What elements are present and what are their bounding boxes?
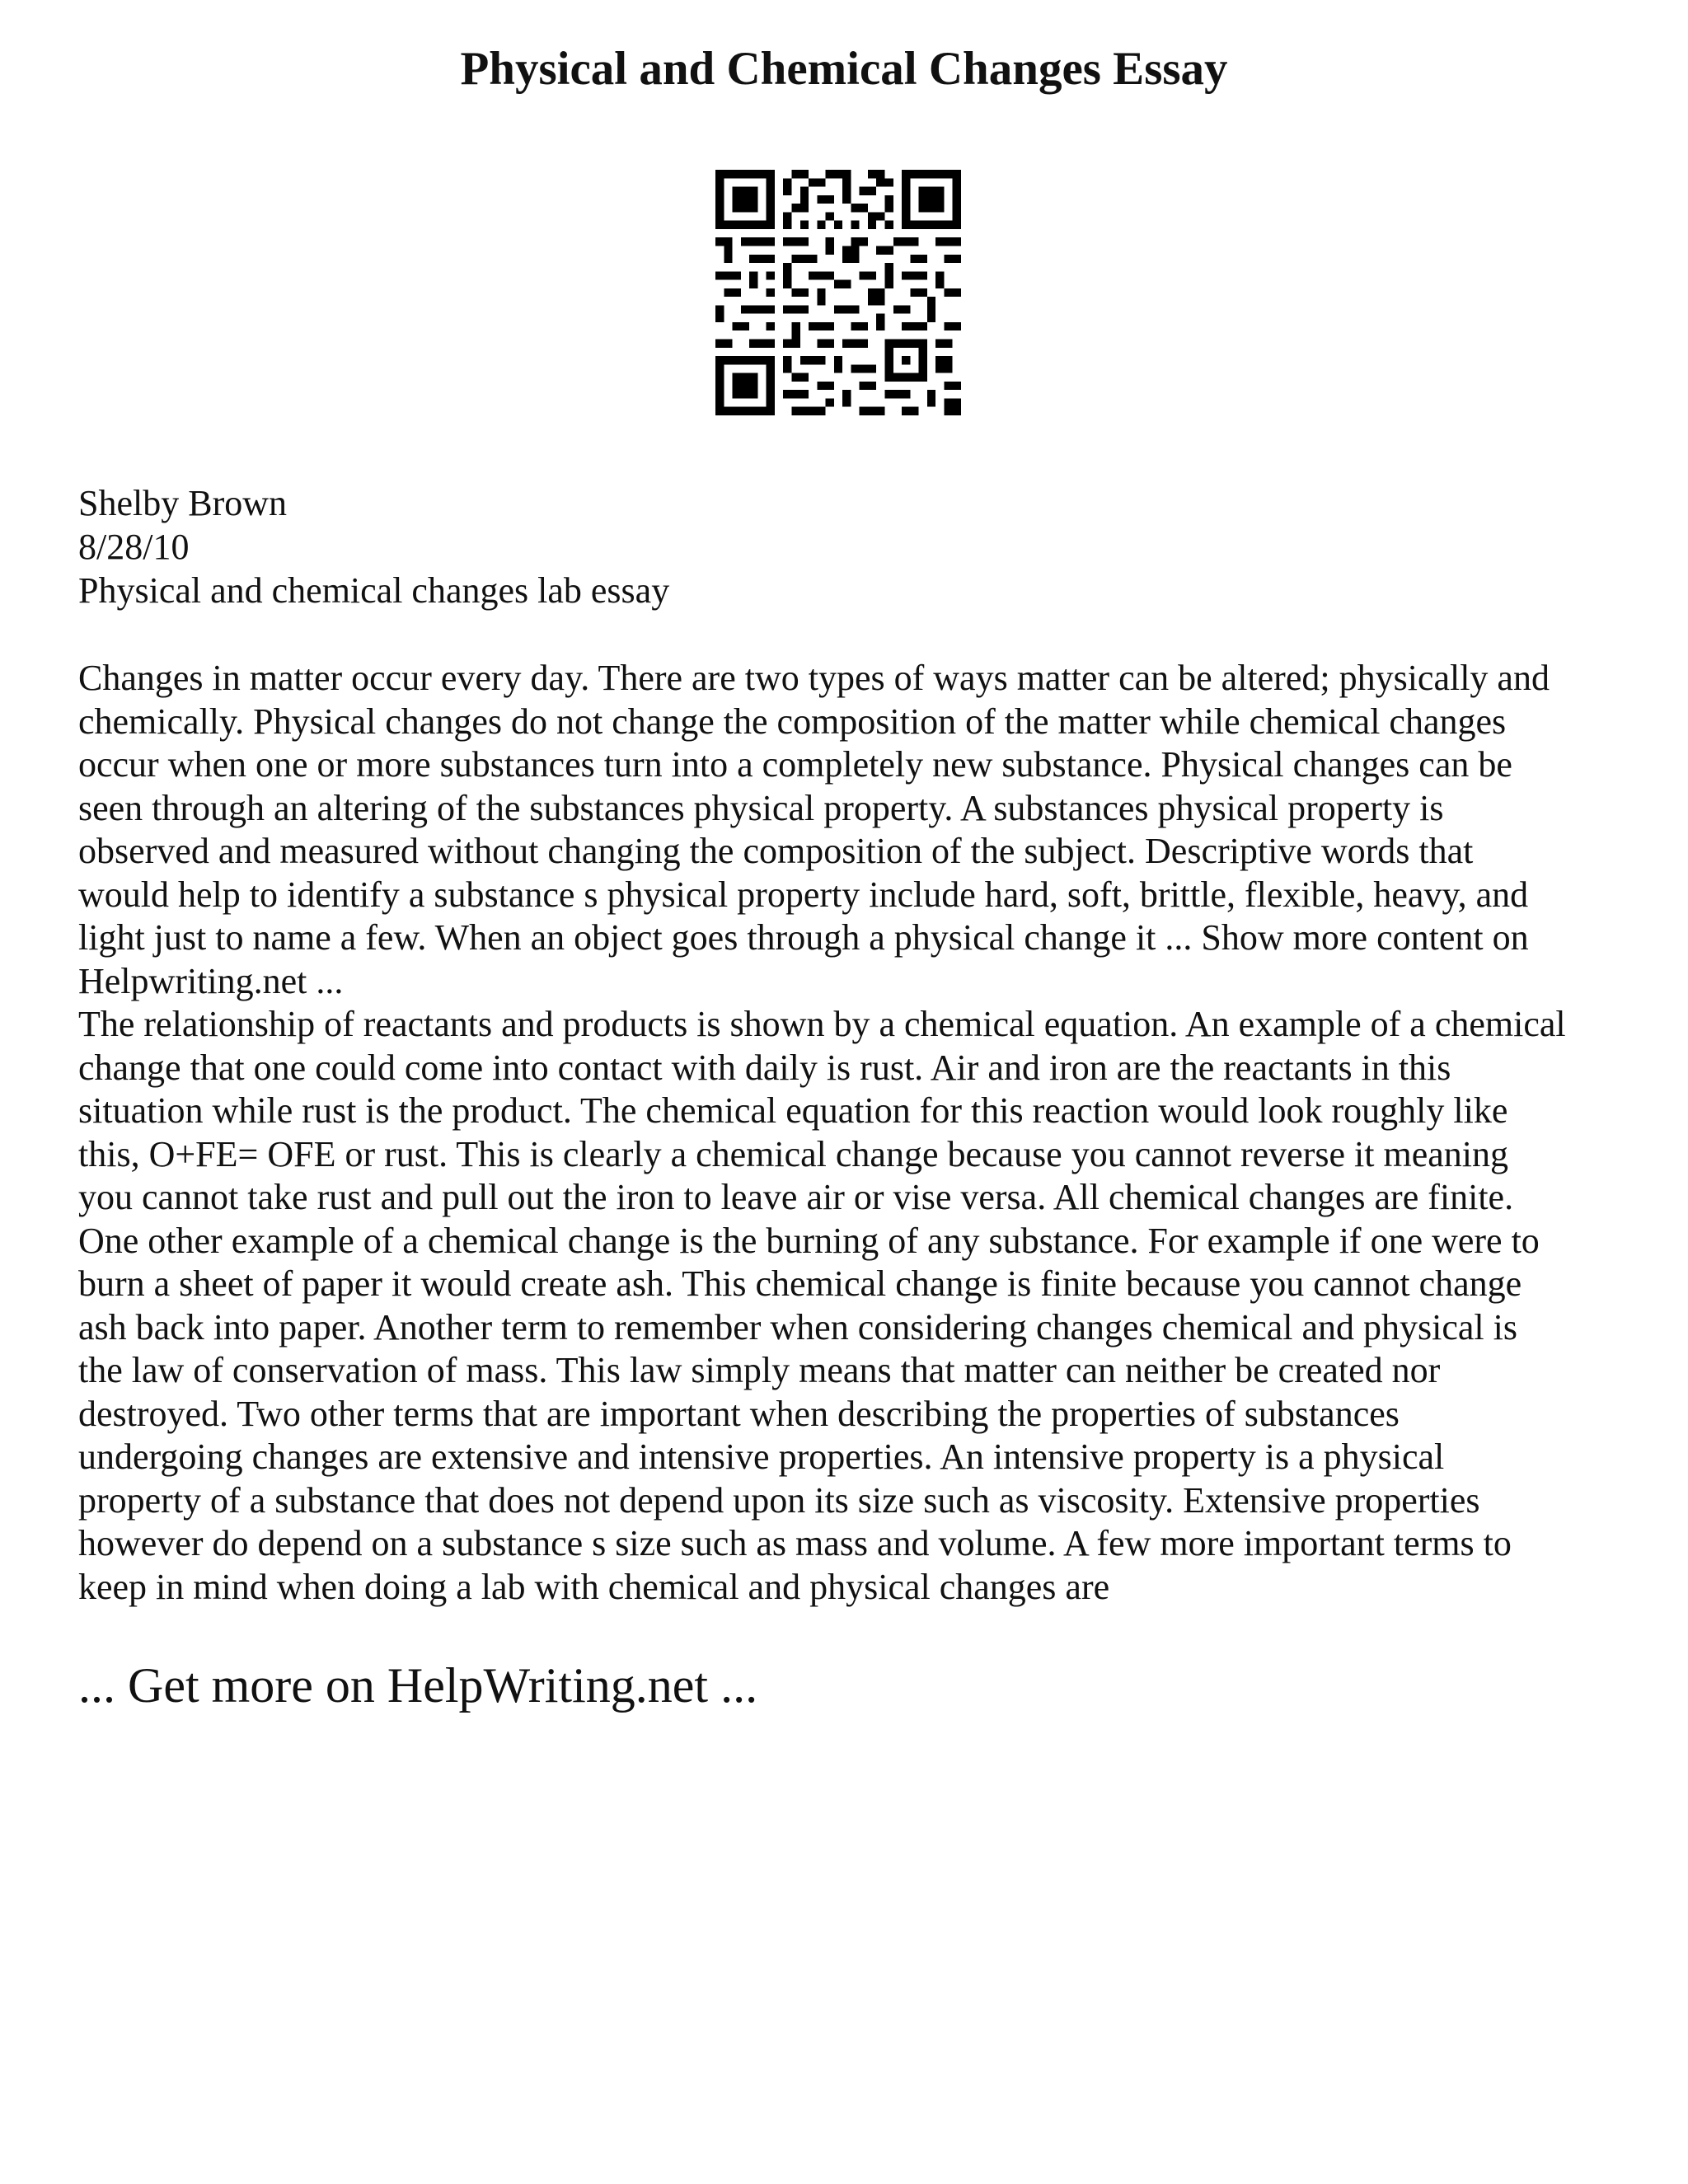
text-line: property of a substance that does not depend upon its size such as viscosity. Extensive properties [78, 1479, 1480, 1521]
text-line: keep in mind when doing a lab with chemical and physical changes are [78, 1566, 1110, 1607]
text-line: The relationship of reactants and products is shown by a chemical equation. An example of a chemical [78, 1004, 1566, 1044]
text-line: the law of conservation of mass. This law simply means that matter can neither be created nor [78, 1350, 1441, 1390]
paragraph-1 [78, 657, 1628, 1003]
essay-date: 8/28/10 [78, 527, 190, 567]
text-line: burn a sheet of paper it would create ash. This chemical change is finite because you cannot change [78, 1263, 1522, 1304]
get-more-link[interactable]: ... Get more on HelpWriting.net ... [78, 1658, 758, 1713]
text-line: destroyed. Two other terms that are important when describing the properties of substances [78, 1393, 1400, 1434]
text-line: occur when one or more substances turn into a completely new substance. Physical changes can be [78, 744, 1512, 785]
text-line: would help to identify a substance s physical property include hard, soft, brittle, flexible, heavy, and [78, 874, 1529, 915]
qr-code-icon [715, 170, 961, 415]
text-line: seen through an altering of the substances physical property. A substances physical property is [78, 787, 1444, 828]
page-title: Physical and Chemical Changes Essay [460, 43, 1228, 95]
essay-body [78, 657, 1628, 1609]
text-line: chemically. Physical changes do not change the composition of the matter while chemical changes [78, 701, 1507, 742]
author-name: Shelby Brown [78, 483, 287, 523]
text-line: change that one could come into contact with daily is rust. Air and iron are the reactants in this [78, 1047, 1451, 1088]
text-line: undergoing changes are extensive and intensive properties. An intensive property is a physical [78, 1436, 1445, 1477]
essay-subtitle: Physical and chemical changes lab essay [78, 570, 670, 611]
text-line: Changes in matter occur every day. There are two types of ways matter can be altered; physically and [78, 658, 1550, 698]
text-line: light just to name a few. When an object goes through a physical change it ... Show more content on [78, 917, 1529, 958]
text-line: this, O+FE= OFE or rust. This is clearly a chemical change because you cannot reverse it meaning [78, 1133, 1508, 1174]
text-line: situation while rust is the product. The chemical equation for this reaction would look roughly like [78, 1090, 1508, 1131]
text-line: observed and measured without changing the composition of the subject. Descriptive words that [78, 831, 1474, 871]
text-line: Helpwriting.net ... [78, 960, 344, 1001]
text-line: however do depend on a substance s size such as mass and volume. A few more important terms to [78, 1523, 1512, 1563]
essay-header [78, 481, 1611, 612]
text-line: One other example of a chemical change is the burning of any substance. For example if one were to [78, 1220, 1540, 1261]
paragraph-2 [78, 1003, 1628, 1609]
text-line: ash back into paper. Another term to remember when considering changes chemical and physical is [78, 1306, 1517, 1347]
text-line: you cannot take rust and pull out the iron to leave air or vise versa. All chemical changes are finite. [78, 1177, 1514, 1217]
